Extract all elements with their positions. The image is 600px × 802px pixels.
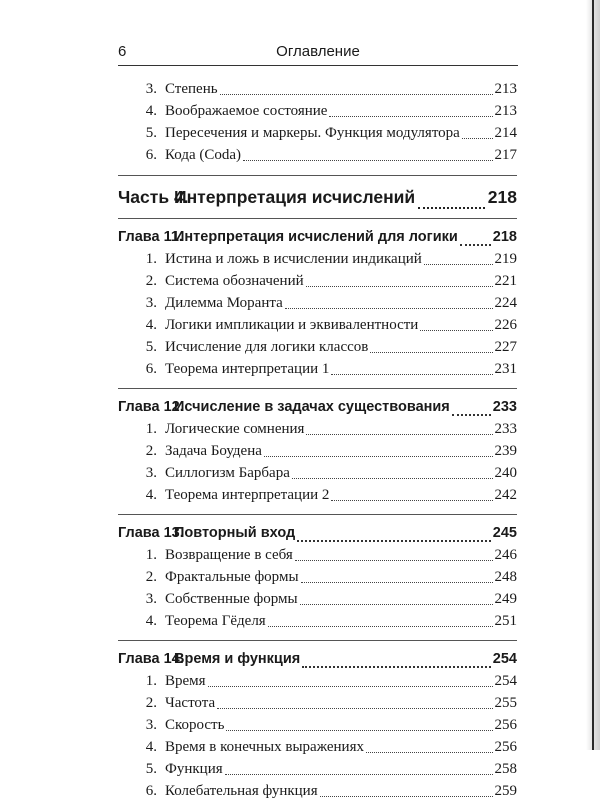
entry-label: Истина и ложь в исчислении индикаций xyxy=(165,251,422,267)
entry-label: Скорость xyxy=(165,717,225,733)
entry-page: 255 xyxy=(494,695,517,711)
entry-page: 251 xyxy=(494,613,517,629)
entry-label: Воображаемое состояние xyxy=(165,103,328,119)
toc-entry[interactable] xyxy=(118,566,517,588)
entry-page: 213 xyxy=(494,103,517,119)
leader-dots xyxy=(243,159,492,161)
toc-entry[interactable] xyxy=(118,780,517,802)
entry-page: 248 xyxy=(494,569,517,585)
chapter-page: 233 xyxy=(492,399,517,415)
leader-dots xyxy=(225,773,493,775)
entry-label: Фрактальные формы xyxy=(165,569,299,585)
entry-page: 226 xyxy=(494,317,517,333)
entry-page: 214 xyxy=(494,125,517,141)
entry-label: Теорема Гёделя xyxy=(165,613,266,629)
chapter-heading[interactable] xyxy=(118,396,517,418)
toc-entry[interactable] xyxy=(118,270,517,292)
toc-entry[interactable] xyxy=(118,418,517,440)
leader-dots xyxy=(460,243,491,246)
chapter-number: Глава 12. xyxy=(118,399,184,415)
entry-label: Логики импликации и эквивалентности xyxy=(165,317,419,333)
entry-number: 2. xyxy=(145,569,157,585)
entry-label: Возвращение в себя xyxy=(165,547,293,563)
chapter-title: Интерпретация исчислений для логики xyxy=(174,229,458,245)
leader-dots xyxy=(220,93,493,95)
toc-entry[interactable] xyxy=(118,144,517,166)
entry-page: 256 xyxy=(494,739,517,755)
entry-label: Время xyxy=(165,673,206,689)
entry-label: Пересечения и маркеры. Функция модулятора xyxy=(165,125,460,141)
entry-number: 2. xyxy=(145,443,157,459)
leader-dots xyxy=(300,603,493,605)
entry-label: Силлогизм Барбара xyxy=(165,465,290,481)
toc-entry[interactable] xyxy=(118,440,517,462)
leader-dots xyxy=(331,373,492,375)
entry-label: Время в конечных выражениях xyxy=(165,739,364,755)
leader-dots xyxy=(418,206,485,209)
leader-dots xyxy=(306,433,492,435)
part-number: Часть 4. xyxy=(118,187,189,207)
leader-dots xyxy=(264,455,493,457)
entry-label: Дилемма Моранта xyxy=(165,295,283,311)
toc-entry[interactable] xyxy=(118,692,517,714)
leader-dots xyxy=(424,263,493,265)
entry-label: Частота xyxy=(165,695,216,711)
entry-label: Теорема интерпретации 2 xyxy=(165,487,330,503)
chapter-heading[interactable] xyxy=(118,648,517,670)
entry-number: 1. xyxy=(145,251,157,267)
entry-number: 2. xyxy=(145,273,157,289)
toc-entry[interactable] xyxy=(118,292,517,314)
entry-page: 254 xyxy=(494,673,517,689)
entry-number: 6. xyxy=(145,361,157,377)
chapter-number: Глава 14. xyxy=(118,651,184,667)
header-rule xyxy=(118,65,518,66)
page-header xyxy=(118,43,518,63)
toc-entry[interactable] xyxy=(118,736,517,758)
leader-dots xyxy=(320,795,493,797)
chapter-title: Повторный вход xyxy=(174,525,296,541)
entry-number: 6. xyxy=(145,147,157,163)
section-divider xyxy=(118,514,517,515)
toc-entry[interactable] xyxy=(118,100,517,122)
leader-dots xyxy=(420,329,492,331)
toc-entry[interactable] xyxy=(118,670,517,692)
entry-page: 240 xyxy=(494,465,517,481)
part-page: 218 xyxy=(487,187,517,207)
entry-number: 4. xyxy=(145,487,157,503)
leader-dots xyxy=(329,115,492,117)
section-divider xyxy=(118,388,517,389)
entry-label: Функция xyxy=(165,761,223,777)
toc-entry[interactable] xyxy=(118,588,517,610)
page-number: 6 xyxy=(118,43,127,60)
entry-number: 6. xyxy=(145,783,157,799)
leader-dots xyxy=(226,729,492,731)
entry-page: 219 xyxy=(494,251,517,267)
chapter-page: 245 xyxy=(492,525,517,541)
toc-entry[interactable] xyxy=(118,358,517,380)
chapter-heading[interactable] xyxy=(118,522,517,544)
part-heading[interactable] xyxy=(118,184,517,210)
entry-page: 256 xyxy=(494,717,517,733)
chapter-title: Исчисление в задачах существования xyxy=(174,399,450,415)
entry-number: 1. xyxy=(145,547,157,563)
leader-dots xyxy=(217,707,492,709)
section-divider xyxy=(118,218,517,219)
entry-number: 1. xyxy=(145,673,157,689)
entry-page: 242 xyxy=(494,487,517,503)
leader-dots xyxy=(285,307,493,309)
chapter-heading[interactable] xyxy=(118,226,517,248)
leader-dots xyxy=(208,685,493,687)
leader-dots xyxy=(302,665,491,668)
leader-dots xyxy=(306,285,493,287)
entry-number: 4. xyxy=(145,103,157,119)
leader-dots xyxy=(301,581,493,583)
chapter-page: 254 xyxy=(492,651,517,667)
part-title: Интерпретация исчислений xyxy=(174,187,416,207)
entry-label: Теорема интерпретации 1 xyxy=(165,361,330,377)
entry-page: 239 xyxy=(494,443,517,459)
leader-dots xyxy=(331,499,492,501)
entry-page: 258 xyxy=(494,761,517,777)
toc-entry[interactable] xyxy=(118,314,517,336)
entry-label: Колебательная функция xyxy=(165,783,318,799)
leader-dots xyxy=(452,413,491,416)
entry-number: 3. xyxy=(145,717,157,733)
leader-dots xyxy=(297,539,491,542)
entry-label: Исчисление для логики классов xyxy=(165,339,369,355)
chapter-title: Время и функция xyxy=(174,651,301,667)
toc-entry[interactable] xyxy=(118,714,517,736)
section-divider xyxy=(118,175,517,176)
toc-entry[interactable] xyxy=(118,758,517,780)
entry-page: 213 xyxy=(494,81,517,97)
entry-page: 249 xyxy=(494,591,517,607)
entry-label: Система обозначений xyxy=(165,273,304,289)
entry-page: 217 xyxy=(494,147,517,163)
leader-dots xyxy=(370,351,492,353)
entry-number: 1. xyxy=(145,421,157,437)
entry-number: 4. xyxy=(145,317,157,333)
entry-page: 227 xyxy=(494,339,517,355)
entry-number: 5. xyxy=(145,761,157,777)
entry-number: 3. xyxy=(145,591,157,607)
leader-dots xyxy=(295,559,493,561)
toc-entry[interactable] xyxy=(118,462,517,484)
entry-label: Кода (Coda) xyxy=(165,147,242,163)
leader-dots xyxy=(366,751,493,753)
chapter-number: Глава 11. xyxy=(118,229,183,245)
entry-page: 246 xyxy=(494,547,517,563)
entry-label: Степень xyxy=(165,81,218,97)
toc-entry[interactable] xyxy=(118,122,517,144)
entry-number: 3. xyxy=(145,295,157,311)
entry-number: 3. xyxy=(145,465,157,481)
entry-page: 231 xyxy=(494,361,517,377)
entry-number: 4. xyxy=(145,613,157,629)
entry-number: 4. xyxy=(145,739,157,755)
chapter-number: Глава 13. xyxy=(118,525,184,541)
leader-dots xyxy=(292,477,493,479)
entry-label: Логические сомнения xyxy=(165,421,305,437)
table-of-contents xyxy=(118,78,517,802)
entry-number: 5. xyxy=(145,339,157,355)
toc-entry[interactable] xyxy=(118,484,517,506)
chapter-page: 218 xyxy=(492,229,517,245)
entry-label: Задача Боудена xyxy=(165,443,262,459)
section-divider xyxy=(118,640,517,641)
toc-entry[interactable] xyxy=(118,78,517,100)
page-edge xyxy=(586,0,600,750)
entry-number: 3. xyxy=(145,81,157,97)
toc-entry[interactable] xyxy=(118,248,517,270)
toc-entry[interactable] xyxy=(118,610,517,632)
entry-page: 224 xyxy=(494,295,517,311)
entry-page: 259 xyxy=(494,783,517,799)
leader-dots xyxy=(462,137,493,139)
entry-page: 221 xyxy=(494,273,517,289)
leader-dots xyxy=(268,625,493,627)
entry-page: 233 xyxy=(494,421,517,437)
toc-entry[interactable] xyxy=(118,336,517,358)
entry-number: 2. xyxy=(145,695,157,711)
entry-label: Собственные формы xyxy=(165,591,298,607)
toc-entry[interactable] xyxy=(118,544,517,566)
entry-number: 5. xyxy=(145,125,157,141)
running-title: Оглавление xyxy=(276,43,360,60)
